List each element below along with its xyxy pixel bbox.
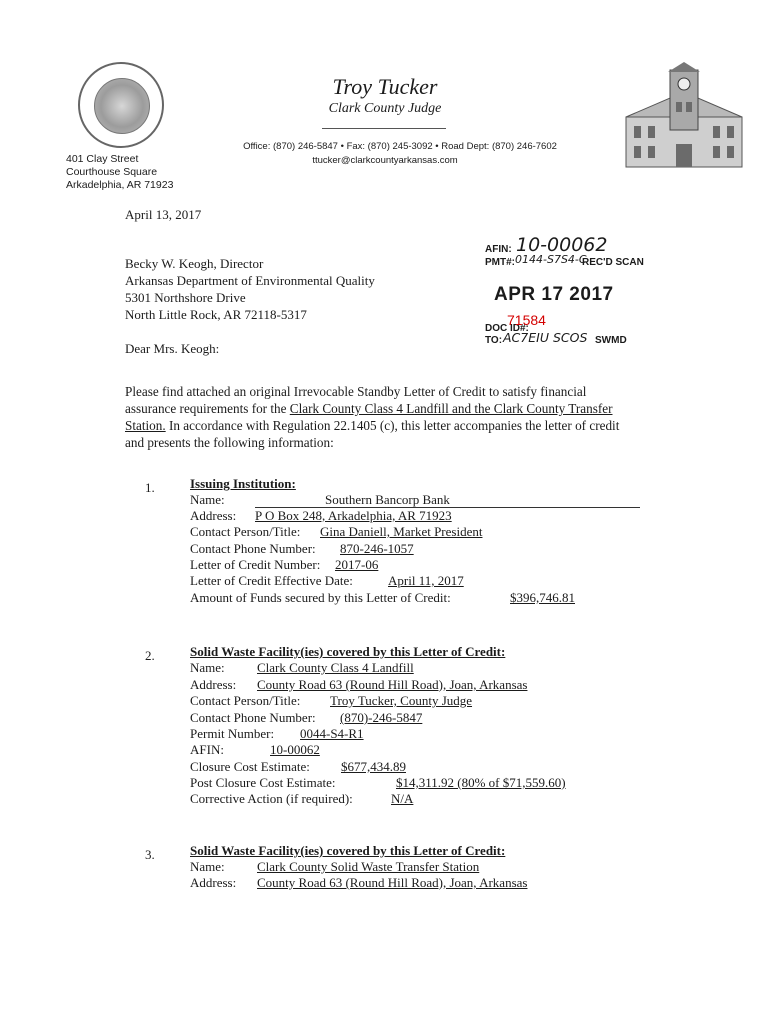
stamp-dept: SWMD	[595, 335, 627, 346]
facilities-link: Clark County Class 4 Landfill and the Clark County Transfer	[289, 401, 613, 416]
s2-post-closure-value: $14,311.92 (80% of $71,559.60)	[396, 775, 566, 790]
stamp-received: REC'D SCAN	[582, 257, 644, 268]
s1-contact-value: Gina Daniell, Market President	[320, 524, 483, 539]
s2-closure-label: Closure Cost Estimate:	[190, 759, 310, 774]
stamp-date: APR 17 2017	[494, 284, 614, 305]
s1-amount-value: $396,746.81	[510, 590, 575, 605]
intro-line-2-text: assurance requirements for the	[125, 401, 290, 416]
stamp-doc-value: 71584	[507, 312, 546, 328]
s1-effective-date-value: April 11, 2017	[388, 573, 464, 588]
s1-loc-number-label: Letter of Credit Number:	[190, 557, 321, 572]
s1-phone-value: 870-246-1057	[340, 541, 414, 556]
s2-name-label: Name:	[190, 660, 225, 675]
s2-afin-label: AFIN:	[190, 742, 224, 757]
judge-name: Troy Tucker	[332, 74, 438, 99]
s1-address-value: P O Box 248, Arkadelphia, AR 71923	[255, 508, 452, 523]
section-3-number: 3.	[145, 847, 155, 862]
recipient-line-3: 5301 Northshore Drive	[125, 290, 246, 305]
letterhead-divider	[322, 128, 446, 129]
letter-date: April 13, 2017	[125, 207, 202, 222]
section-2-number: 2.	[145, 648, 155, 663]
s2-permit-value: 0044-S4-R1	[300, 726, 364, 741]
s2-phone-label: Contact Phone Number:	[190, 710, 316, 725]
recipient-line-4: North Little Rock, AR 72118-5317	[125, 307, 307, 322]
s1-name-value: Southern Bancorp Bank	[325, 492, 450, 507]
s2-address-value: County Road 63 (Round Hill Road), Joan, Arkansas	[257, 677, 528, 692]
salutation: Dear Mrs. Keogh:	[125, 341, 220, 356]
s3-address-label: Address:	[190, 875, 237, 890]
stamp-pmt-label: PMT#:	[485, 257, 515, 268]
address-line-3: Arkadelphia, AR 71923	[66, 179, 174, 191]
s2-corrective-label: Corrective Action (if required):	[190, 791, 353, 806]
s2-permit-label: Permit Number:	[190, 726, 275, 741]
s3-name-value: Clark County Solid Waste Transfer Station	[257, 859, 480, 874]
stamp-to-value: AC7EIU SCOS	[503, 330, 588, 345]
intro-line-3-text: In accordance with Regulation 22.1405 (c), this letter accompanies the letter of credit	[165, 418, 620, 433]
s1-loc-number-value: 2017-06	[335, 557, 379, 572]
email-address[interactable]: ttucker@clarkcountyarkansas.com	[312, 155, 458, 166]
s2-corrective-value: N/A	[391, 791, 414, 806]
recipient-line-2: Arkansas Department of Environmental Quality	[125, 273, 375, 288]
s1-amount-label: Amount of Funds secured by this Letter of Credit:	[190, 590, 451, 605]
section-3-heading: Solid Waste Facility(ies) covered by this Letter of Credit:	[190, 843, 506, 858]
s2-closure-value: $677,434.89	[341, 759, 406, 774]
s1-name-label: Name:	[190, 492, 225, 507]
s2-contact-value: Troy Tucker, County Judge	[330, 693, 473, 708]
s2-afin-value: 10-00062	[270, 742, 320, 757]
stamp-afin-value: 10-00062	[516, 234, 608, 256]
contact-numbers: Office: (870) 246-5847 • Fax: (870) 245-3092 • Road Dept: (870) 246-7602	[243, 141, 557, 152]
s1-effective-date-label: Letter of Credit Effective Date:	[190, 573, 353, 588]
address-line-1: 401 Clay Street	[66, 153, 139, 165]
s3-address-value: County Road 63 (Round Hill Road), Joan, Arkansas	[257, 875, 528, 890]
intro-line-4: and presents the following information:	[125, 435, 334, 450]
intro-line-2	[125, 401, 705, 418]
stamp-to-label: TO:	[485, 335, 503, 346]
recipient-line-1: Becky W. Keogh, Director	[125, 256, 264, 271]
judge-title: Clark County Judge	[328, 101, 442, 116]
intro-line-1: Please find attached an original Irrevocable Standby Letter of Credit to satisfy financial	[125, 384, 587, 399]
stamp-afin-label: AFIN:	[485, 244, 512, 255]
s2-phone-value: (870)-246-5847	[340, 710, 423, 725]
section-2-heading: Solid Waste Facility(ies) covered by this Letter of Credit:	[190, 644, 506, 659]
station-link: Station.	[125, 418, 166, 433]
stamp-pmt-value: 0144-S7S4-C	[515, 253, 587, 266]
s2-contact-label: Contact Person/Title:	[190, 693, 301, 708]
section-1-heading: Issuing Institution:	[190, 476, 296, 491]
s3-name-label: Name:	[190, 859, 225, 874]
s1-address-label: Address:	[190, 508, 237, 523]
s1-phone-label: Contact Phone Number:	[190, 541, 316, 556]
s2-post-closure-label: Post Closure Cost Estimate:	[190, 775, 336, 790]
s2-address-label: Address:	[190, 677, 237, 692]
s2-name-value: Clark County Class 4 Landfill	[257, 660, 414, 675]
s1-contact-label: Contact Person/Title:	[190, 524, 301, 539]
stamp-doc-label: DOC ID#:	[485, 323, 529, 334]
section-1-number: 1.	[145, 480, 155, 495]
intro-line-3	[125, 418, 705, 435]
address-line-2: Courthouse Square	[66, 166, 158, 178]
